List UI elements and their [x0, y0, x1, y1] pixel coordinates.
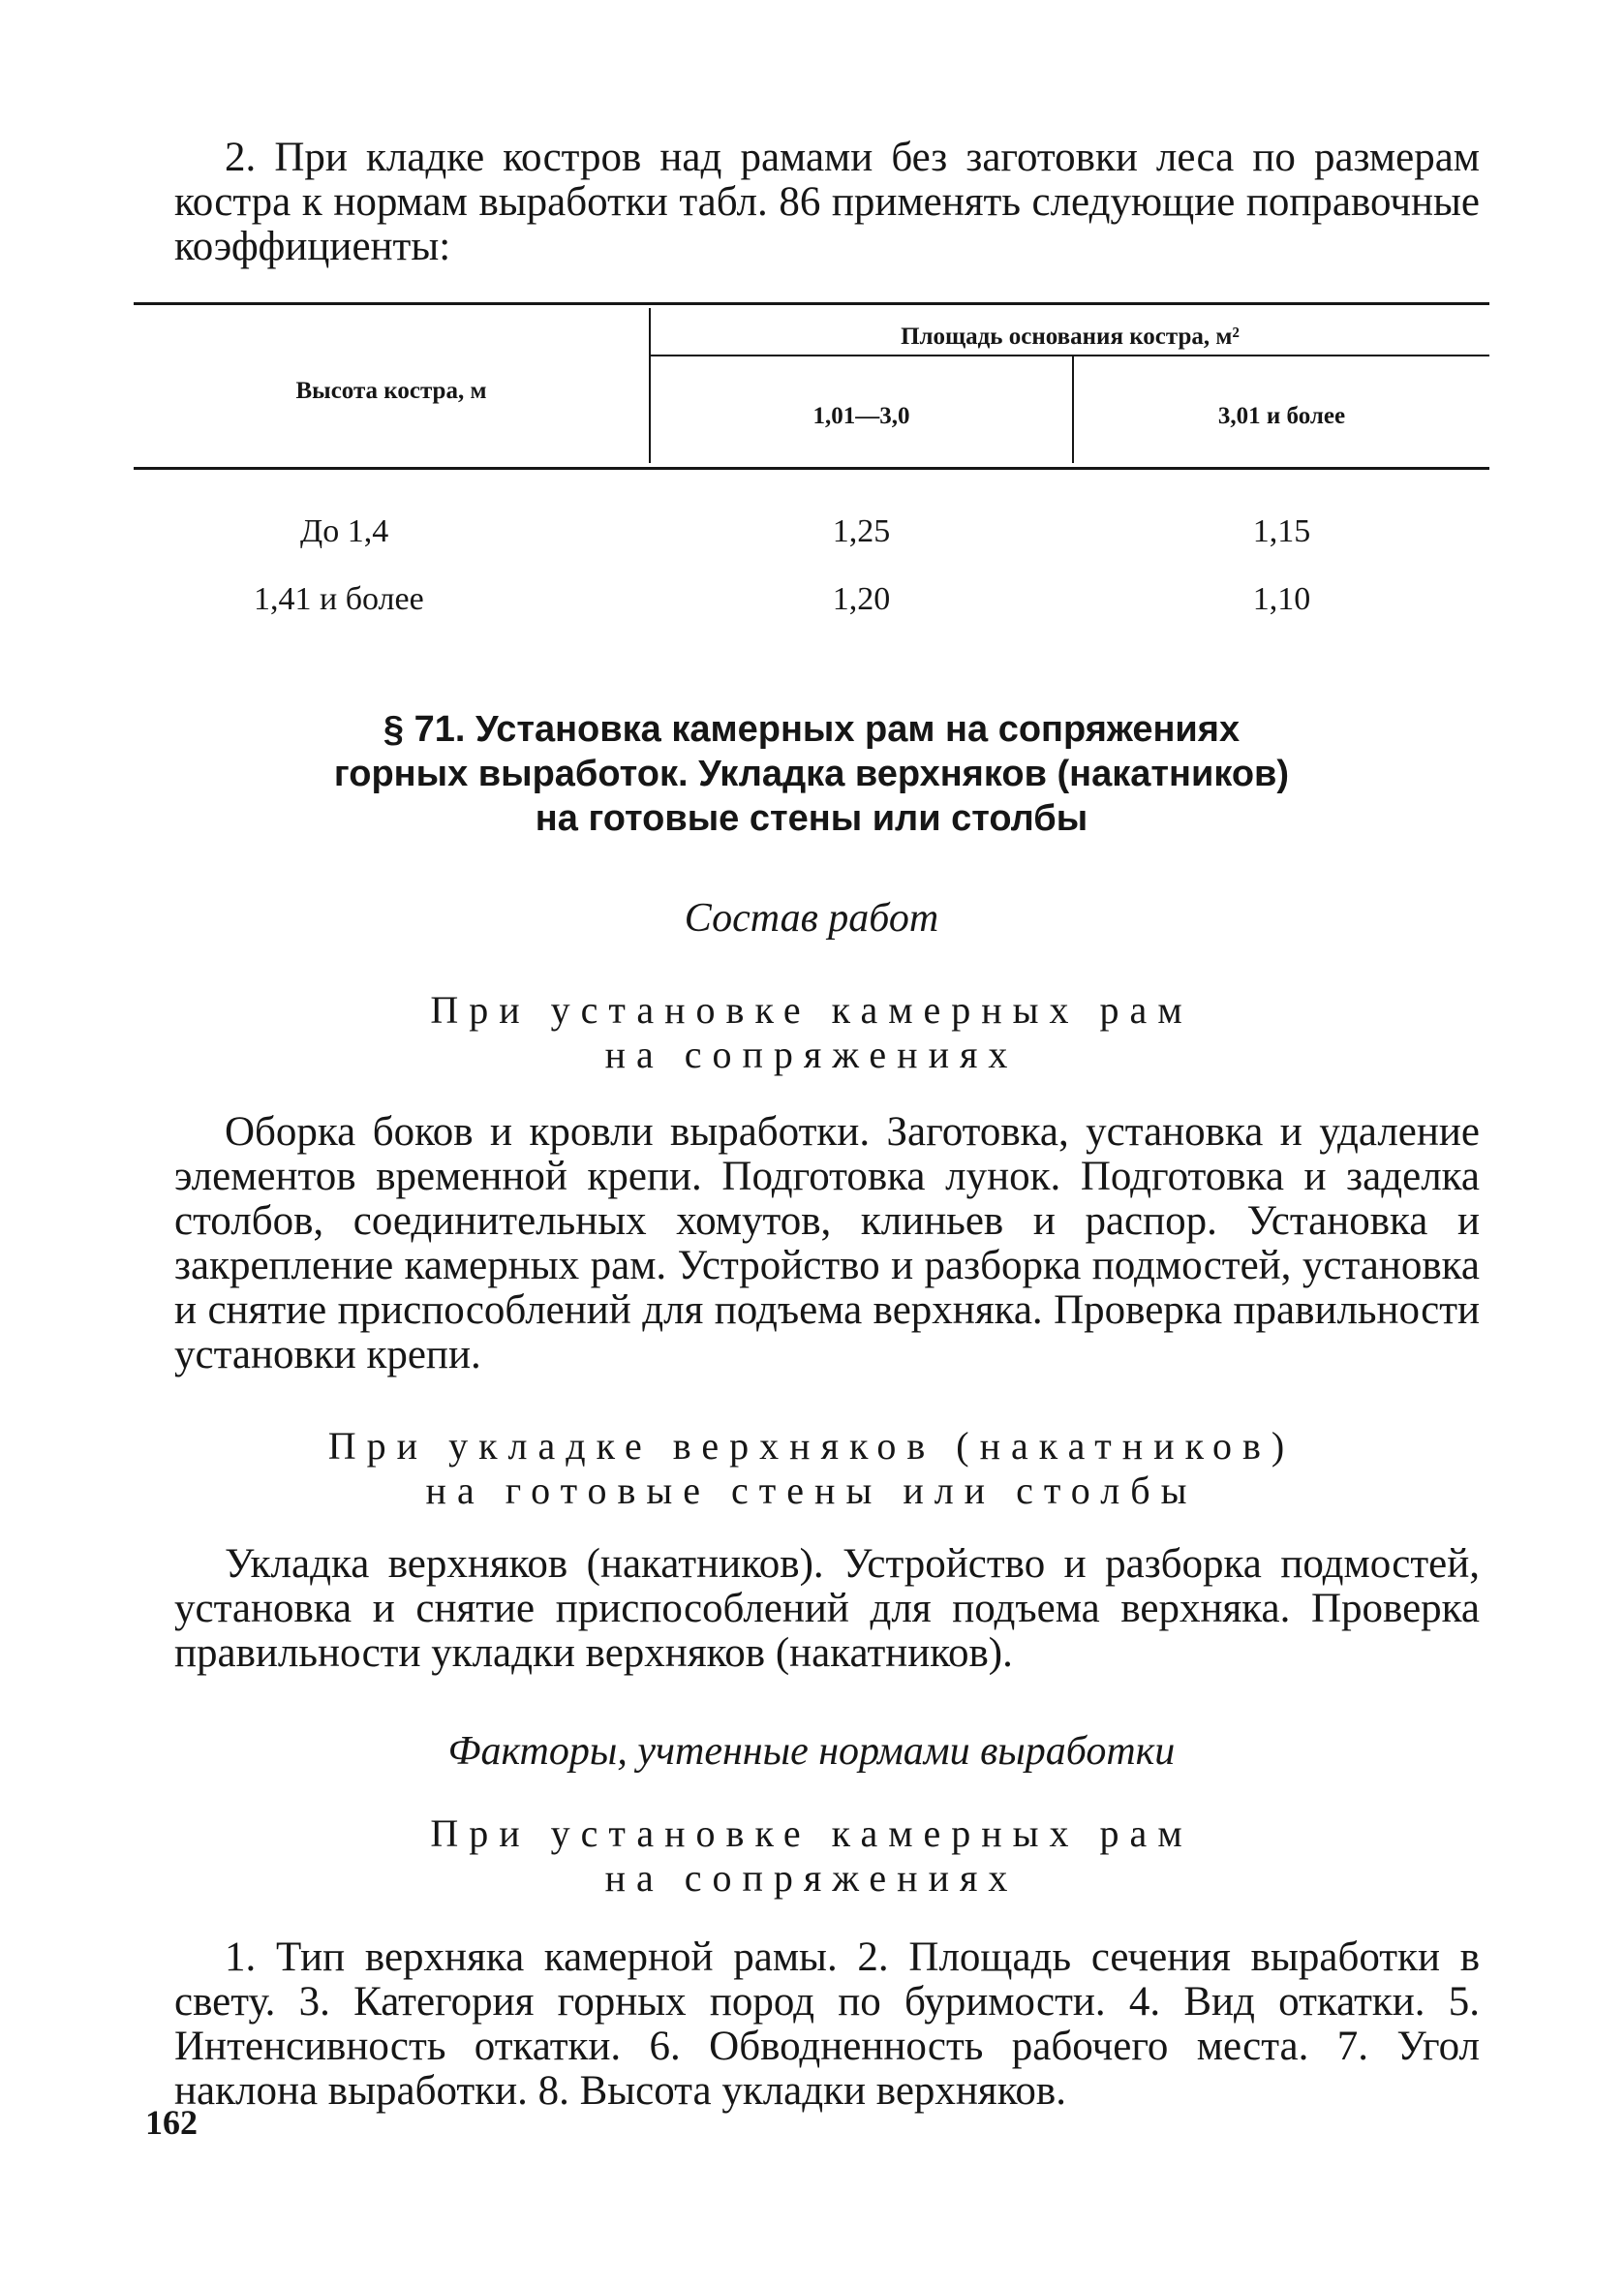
table-group-header: Площадь основания костра, м² [901, 324, 1240, 350]
subheading-line: При установке камерных рам [430, 988, 1193, 1032]
composition-heading: Состав работ [684, 896, 939, 941]
subheading-caps [134, 1424, 1489, 1513]
table-group-rule [651, 355, 1489, 356]
caps-composition-text: Укладка верхняков (накатников). Устройство и разборка подмостей, установка и снятие приспособлений для подъема верхняка. Проверка правильности укладки верхняков (накатников). [174, 1541, 1480, 1676]
section-heading-line: § 71. Установка камерных рам на сопряжениях [383, 709, 1241, 750]
table-row-header: Высота костра, м [295, 378, 487, 404]
subheading-line: на сопряжениях [604, 1033, 1019, 1076]
subheading-line: на готовые стены или столбы [425, 1469, 1198, 1512]
subheading-frames [134, 988, 1489, 1077]
table-cell: 1,15 [1252, 513, 1311, 549]
table-header-rule [134, 467, 1489, 470]
page-number: 162 [145, 2103, 198, 2142]
table-cell: 1,25 [832, 513, 891, 549]
section-heading-line: на готовые стены или столбы [535, 798, 1088, 839]
section-heading-line: горных выработок. Укладка верхняков (накатников) [333, 754, 1290, 794]
subheading-line: на сопряжениях [604, 1856, 1019, 1900]
table-top-rule [134, 302, 1489, 305]
subheading-line: При укладке верхняков (накатников) [327, 1424, 1296, 1468]
table-cell: 1,20 [832, 581, 891, 617]
subheading-line: При установке камерных рам [430, 1811, 1193, 1855]
subheading-frames-factors [134, 1811, 1489, 1901]
intro-paragraph: 2. При кладке костров над рамами без заготовки леса по размерам костра к нормам выработки табл. 86 применять следующие поправочные коэффициенты: [174, 135, 1480, 269]
table-column-header: 3,01 и более [1217, 403, 1346, 429]
table-row-label: 1,41 и более [254, 581, 424, 617]
frames-composition-text: Оборка боков и кровли выработки. Заготовка, установка и удаление элементов временной крепи. Подготовка лунок. Подготовка и заделка столбов, соединительных хомутов, клиньев и распор. Установка и закрепление камерных рам. Устройство и разборка подмостей, установка и снятие приспособлений для подъема верхняка. Проверка правильности установки крепи. [174, 1109, 1480, 1377]
factors-heading: Факторы, учтенные нормами выработки [447, 1729, 1176, 1774]
table-cell: 1,10 [1252, 581, 1311, 617]
section-heading [134, 707, 1489, 841]
factors-text: 1. Тип верхняка камерной рамы. 2. Площадь сечения выработки в свету. 3. Категория горных пород по буримости. 4. Вид откатки. 5. Интенсивность откатки. 6. Обводненность рабочего места. 7. Угол наклона выработки. 8. Высота укладки верхняков. [174, 1934, 1480, 2114]
table-row-label: До 1,4 [300, 513, 389, 549]
table-column-header: 1,01—3,0 [812, 403, 910, 429]
